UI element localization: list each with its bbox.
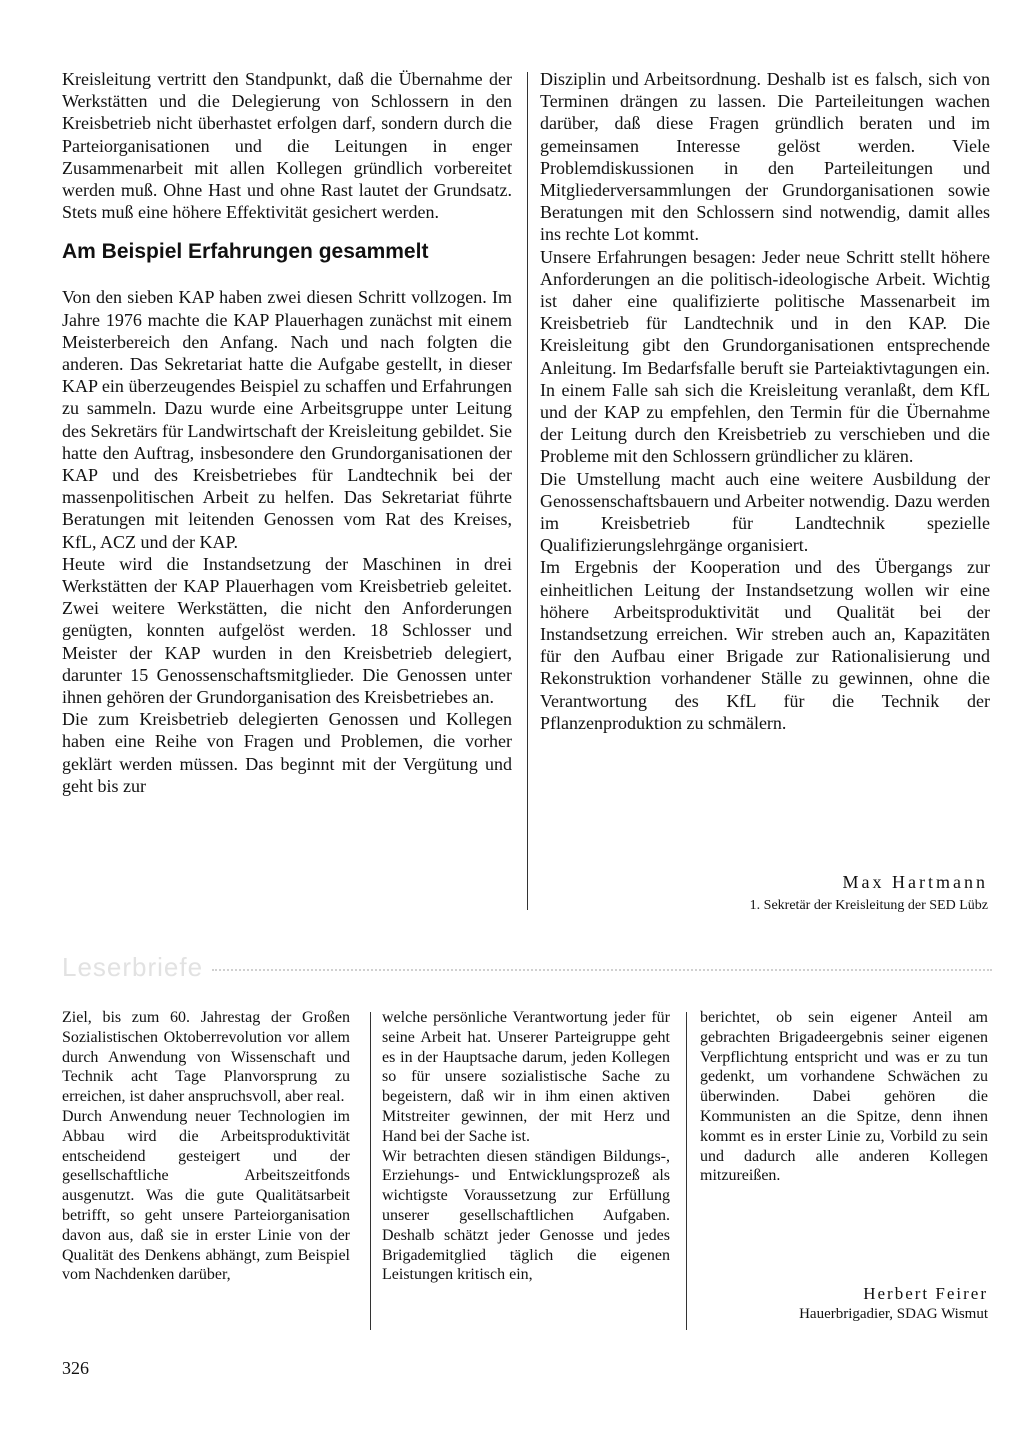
page-number: 326	[62, 1358, 89, 1378]
article-author-role: 1. Sekretär der Kreisleitung der SED Lübz	[749, 898, 988, 913]
article-paragraph: Heute wird die Instandsetzung der Maschinen in drei Werkstätten der KAP Plauerhagen vom Kreisbetrieb geleitet. Zwei weitere Werkstätten, die nicht den Anforderungen genügten, konnten aufgelöst werden. 18 Schlosser und Meister der KAP wurden in den Kreisbetrieb delegiert, darunter 15 Genossenschaftsmitglieder. Die Genossen unter ihnen gehören der Grundorganisation des Kreisbetriebes an.	[62, 553, 512, 708]
letter-paragraph: Durch Anwendung neuer Technologien im Abbau wird die Arbeitsproduktivität entscheidend gesteigert und der gesellschaftliche Arbeitszeitfonds ausgenutzt. Was die gute Qualitätsarbeit betrifft, so geht unsere Parteiorganisation davon aus, daß sie in erster Linie von der Qualität des Denkens abhängt, zum Beispiel vom Nachdenken darüber,	[62, 1107, 350, 1284]
article-column-left	[62, 68, 512, 797]
letter-paragraph: Ziel, bis zum 60. Jahrestag der Großen Sozialistischen Oktoberrevolution vor allem durch Anwendung von Wissenschaft und Technik acht Tage Planvorsprung zu erreichen, ist daher anspruchsvoll, aber real.	[62, 1009, 350, 1106]
letter-paragraph: welche persönliche Verantwortung jeder für seine Arbeit hat. Unserer Parteigruppe geht es in der Hauptsache darum, jeden Kollegen so für unsere sozialistische Sache zu begeistern, daß wir in ihm einen aktiven Mitstreiter gewinnen, der mit Herz und Hand bei der Sache ist.	[382, 1009, 670, 1145]
article-paragraph: Die Umstellung macht auch eine weitere Ausbildung der Genossenschaftsbauern und Arbeiter notwendig. Dazu werden im Kreisbetrieb für Landtechnik spezielle Qualifizierungslehrgänge organisiert.	[540, 468, 990, 556]
letter-author-role: Hauerbrigadier, SDAG Wismut	[799, 1306, 988, 1322]
article-paragraph: Kreisleitung vertritt den Standpunkt, daß die Übernahme der Werkstätten und die Delegierung von Schlossern in den Kreisbetrieb nicht überhastet erfolgen darf, sondern durch die Parteiorganisationen und die Leitungen in enger Zusammenarbeit mit allen Kollegen gründlich vorbereitet werden muß. Ohne Hast und ohne Rast lautet der Grundsatz. Stets muß eine höhere Effektivität gesichert werden.	[62, 69, 512, 223]
letter-paragraph: Wir betrachten diesen ständigen Bildungs-, Erziehungs- und Entwicklungsprozeß als wichtigste Voraussetzung zur Erfüllung unserer gesellschaftlichen Aufgaben. Deshalb schätzt jeder Genosse und jedes Brigademitglied täglich die eigenen Leistungen kritisch ein,	[382, 1147, 670, 1284]
letter-paragraph: berichtet, ob sein eigener Anteil am gebrachten Brigadeergebnis seiner eigenen Verpflichtung entspricht und was er zu tun gedenkt, um vorhandene Schwächen zu überwinden. Dabei gehören die Kommunisten an die Spitze, denn ihnen kommt es in erster Linie zu, Vorbild zu sein und dadurch alle anderen Kollegen mitzureißen.	[700, 1009, 988, 1185]
letter-author: Herbert Feirer	[863, 1284, 988, 1303]
article-paragraph: Disziplin und Arbeitsordnung. Deshalb ist es falsch, sich von Terminen drängen zu lassen. Die Parteileitungen wachen darüber, daß diese Fragen gründlich beraten und im gemeinsamen Interesse gelöst werden. Viele Problemdiskussionen in den Parteileitungen und Mitgliederversammlungen der Grundorganisationen sowie Beratungen mit den Schlossern sind notwendig, damit alles ins rechte Lot kommt.	[540, 69, 990, 245]
letter-column-1	[62, 1008, 350, 1285]
section-label: Leserbriefe	[62, 952, 204, 982]
banner-dotted-line	[212, 969, 992, 971]
letter-column-3	[700, 1008, 988, 1186]
article-column-right	[540, 68, 990, 734]
column-divider	[370, 1012, 371, 1330]
column-divider	[527, 72, 528, 910]
article-author: Max Hartmann	[842, 872, 988, 892]
article-paragraph: Unsere Erfahrungen besagen: Jeder neue Schritt stellt höhere Anforderungen an die politisch-ideologische Arbeit. Wichtig ist daher eine qualifizierte politische Massenarbeit im Kreisbetrieb für Landtechnik und in den KAP. Die Kreisleitung gibt den Grundorganisationen entsprechende Anleitung. Im Bedarfsfalle beruft sie Parteiaktivtagungen ein. In einem Falle sah sich die Kreisleitung veranlaßt, dem KfL und der KAP zu empfehlen, den Termin für die Übernahme der Leitung durch den Kreisbetrieb zu verschieben und die Probleme mit den Schlossern gründlicher zu klären.	[540, 246, 990, 467]
article-paragraph: Im Ergebnis der Kooperation und des Übergangs zur einheitlichen Leitung der Instandsetzung wollen wir eine höhere Arbeitsproduktivität und Qualität bei der Instandsetzung erreichen. Wir streben auch an, Kapazitäten für den Aufbau einer Brigade zur Rationalisierung und Rekonstruktion vorhandener Ställe zu gewinnen, ohne die Verantwortung des KfL für die Technik der Pflanzenproduktion zu schmälern.	[540, 557, 990, 733]
letter-column-2	[382, 1008, 670, 1285]
column-divider	[686, 1012, 687, 1330]
article-paragraph: Die zum Kreisbetrieb delegierten Genossen und Kollegen haben eine Reihe von Fragen und Problemen, die vorher geklärt werden müssen. Das beginnt mit der Vergütung und geht bis zur	[62, 709, 512, 796]
article-paragraph: Von den sieben KAP haben zwei diesen Schritt vollzogen. Im Jahre 1976 machte die KAP Plauerhagen zunächst mit einem Meisterbereich den Anfang. Nach und nach folgten die anderen. Das Sekretariat hatte die Aufgabe gestellt, in dieser KAP ein überzeugendes Beispiel zu schaffen und Erfahrungen zu sammeln. Dazu wurde eine Arbeitsgruppe unter Leitung des Sekretärs für Landwirtschaft der Kreisleitung gebildet. Sie hatte den Auftrag, insbesondere den Grundorganisationen der KAP und des Kreisbetriebes für Landtechnik bei der massenpolitischen Arbeit zu helfen. Das Sekretariat führte Beratungen mit leitenden Genossen vom Rat des Kreises, KfL, ACZ und der KAP.	[62, 287, 512, 552]
section-heading: Am Beispiel Erfahrungen gesammelt	[62, 240, 429, 264]
section-banner	[62, 952, 992, 980]
